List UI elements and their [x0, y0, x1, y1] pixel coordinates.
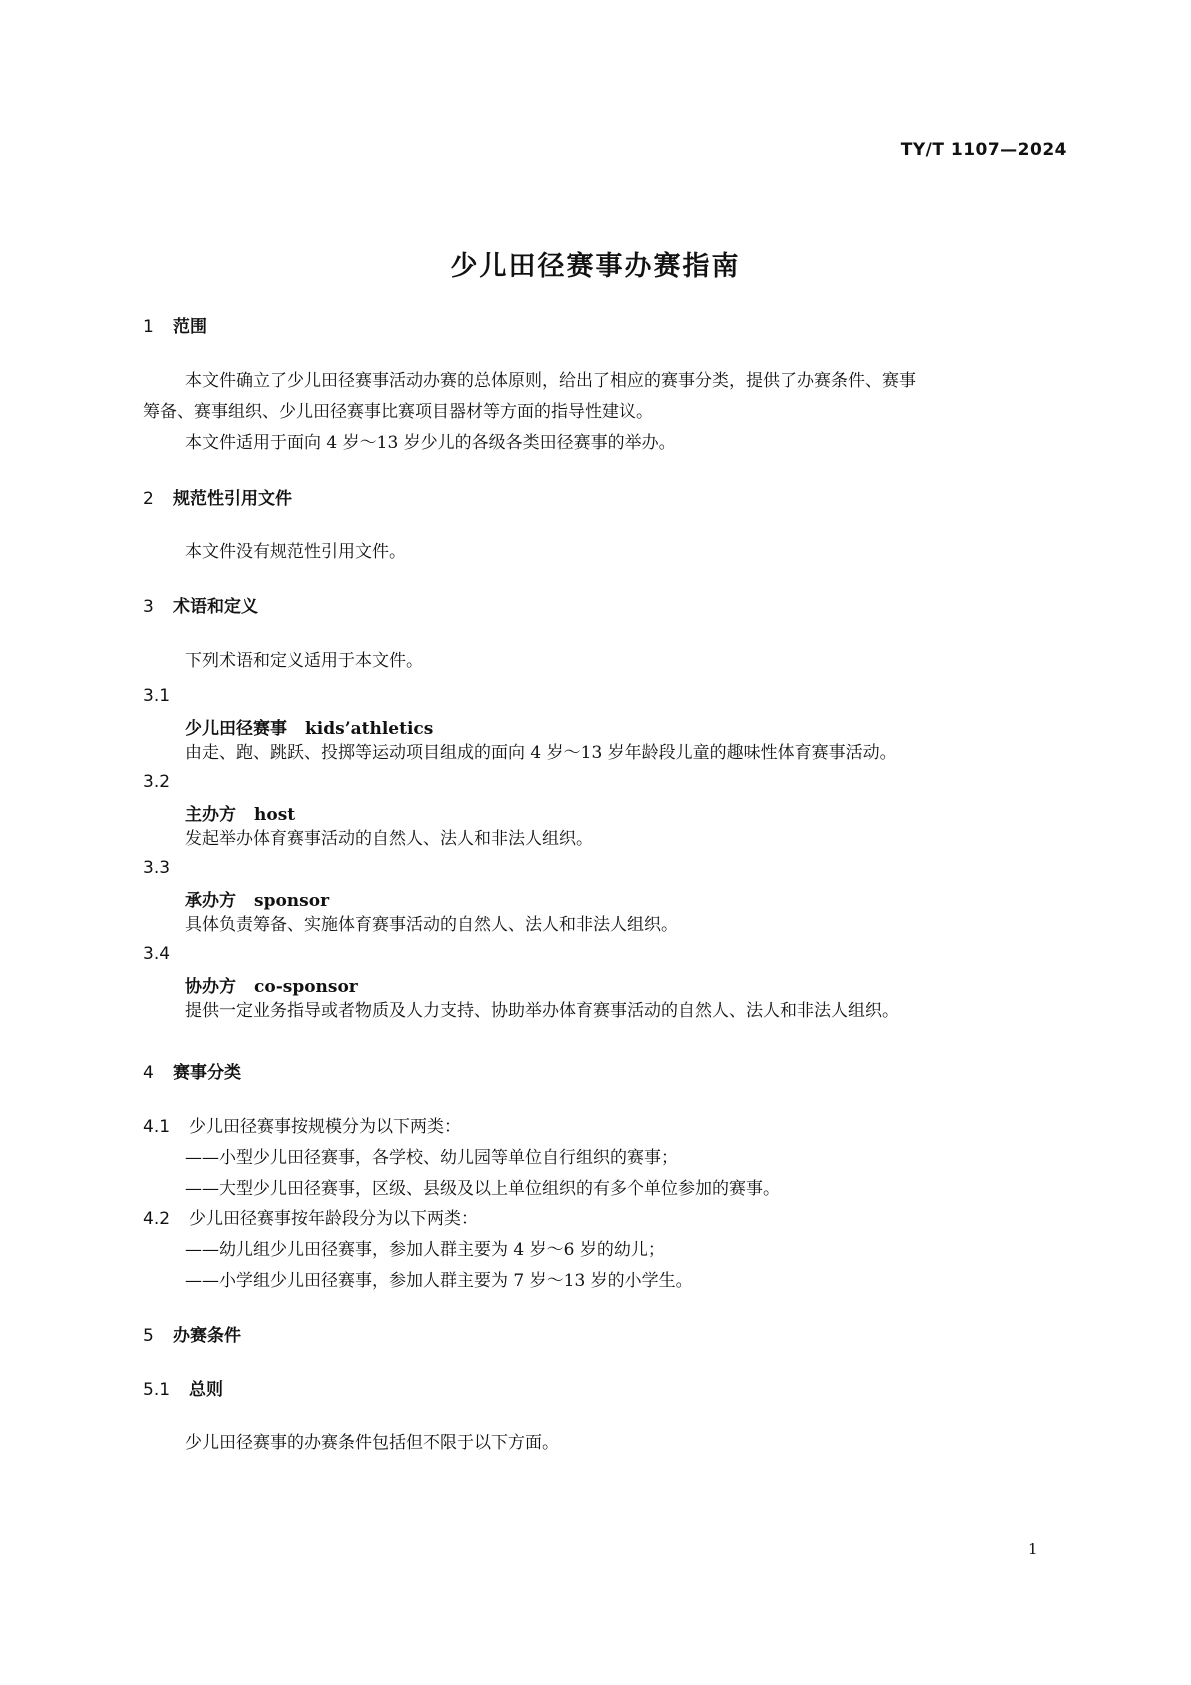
- clause-number: 4.1: [143, 1117, 171, 1137]
- section-title: 赛事分类: [173, 1063, 241, 1083]
- section-number: 4: [143, 1063, 154, 1083]
- section-1-heading: [143, 312, 207, 337]
- term-zh: 少儿田径赛事: [185, 719, 287, 739]
- list-item: ——大型少儿田径赛事，区级、县级及以上单位组织的有多个单位参加的赛事。: [185, 1179, 780, 1199]
- section-1-paragraph-2: 本文件适用于面向 4 岁～13 岁少儿的各级各类田径赛事的举办。: [185, 433, 676, 453]
- clause-4-2: [143, 1204, 478, 1229]
- section-3-intro: 下列术语和定义适用于本文件。: [185, 651, 423, 671]
- term-definition: 由走、跑、跳跃、投掷等运动项目组成的面向 4 岁～13 岁年龄段儿童的趣味性体育赛事活动。: [185, 743, 897, 763]
- section-3-heading: [143, 592, 258, 617]
- clause-text: 少儿田径赛事按规模分为以下两类：: [189, 1117, 461, 1137]
- term-en: co-sponsor: [254, 977, 358, 997]
- subsection-number: 5.1: [143, 1380, 171, 1400]
- term-zh: 协办方: [185, 977, 236, 997]
- term-zh: 主办方: [185, 805, 236, 825]
- term-heading: [185, 972, 358, 997]
- term-heading: [185, 714, 433, 739]
- term-heading: [185, 800, 295, 825]
- term-number: 3.1: [143, 686, 171, 706]
- term-en: kids’athletics: [305, 719, 434, 739]
- subsection-5-1-heading: [143, 1375, 223, 1400]
- section-2-paragraph: 本文件没有规范性引用文件。: [185, 542, 406, 562]
- subsection-5-1-paragraph: 少儿田径赛事的办赛条件包括但不限于以下方面。: [185, 1433, 559, 1453]
- section-1-paragraph-1-line-1: 本文件确立了少儿田径赛事活动办赛的总体原则，给出了相应的赛事分类，提供了办赛条件、赛事: [185, 371, 916, 391]
- section-1-paragraph-1-line-2: 筹备、赛事组织、少儿田径赛事比赛项目器材等方面的指导性建议。: [143, 402, 653, 422]
- term-number: 3.3: [143, 858, 171, 878]
- section-number: 1: [143, 317, 154, 337]
- section-5-heading: [143, 1321, 241, 1346]
- term-definition: 发起举办体育赛事活动的自然人、法人和非法人组织。: [185, 829, 593, 849]
- clause-text: 少儿田径赛事按年龄段分为以下两类：: [189, 1209, 478, 1229]
- document-title: 少儿田径赛事办赛指南: [450, 251, 741, 282]
- term-heading: [185, 886, 329, 911]
- section-title: 术语和定义: [173, 597, 258, 617]
- section-number: 3: [143, 597, 154, 617]
- section-title: 范围: [173, 317, 207, 337]
- term-definition: 具体负责筹备、实施体育赛事活动的自然人、法人和非法人组织。: [185, 915, 678, 935]
- standard-number: TY/T 1107—2024: [900, 140, 1067, 160]
- section-number: 2: [143, 489, 154, 509]
- section-2-heading: [143, 484, 292, 509]
- list-item: ——小型少儿田径赛事，各学校、幼儿园等单位自行组织的赛事；: [185, 1148, 678, 1168]
- page-number: 1: [1028, 1540, 1038, 1558]
- term-zh: 承办方: [185, 891, 236, 911]
- term-number: 3.4: [143, 944, 171, 964]
- subsection-title: 总则: [189, 1380, 223, 1400]
- term-number: 3.2: [143, 772, 171, 792]
- section-title: 办赛条件: [173, 1326, 241, 1346]
- section-4-heading: [143, 1058, 241, 1083]
- section-number: 5: [143, 1326, 154, 1346]
- list-item: ——小学组少儿田径赛事，参加人群主要为 7 岁～13 岁的小学生。: [185, 1271, 693, 1291]
- section-title: 规范性引用文件: [173, 489, 292, 509]
- clause-4-1: [143, 1112, 461, 1137]
- clause-number: 4.2: [143, 1209, 171, 1229]
- list-item: ——幼儿组少儿田径赛事，参加人群主要为 4 岁～6 岁的幼儿；: [185, 1240, 665, 1260]
- term-en: host: [254, 805, 296, 825]
- term-en: sponsor: [254, 891, 330, 911]
- term-definition: 提供一定业务指导或者物质及人力支持、协助举办体育赛事活动的自然人、法人和非法人组织。: [185, 1001, 899, 1021]
